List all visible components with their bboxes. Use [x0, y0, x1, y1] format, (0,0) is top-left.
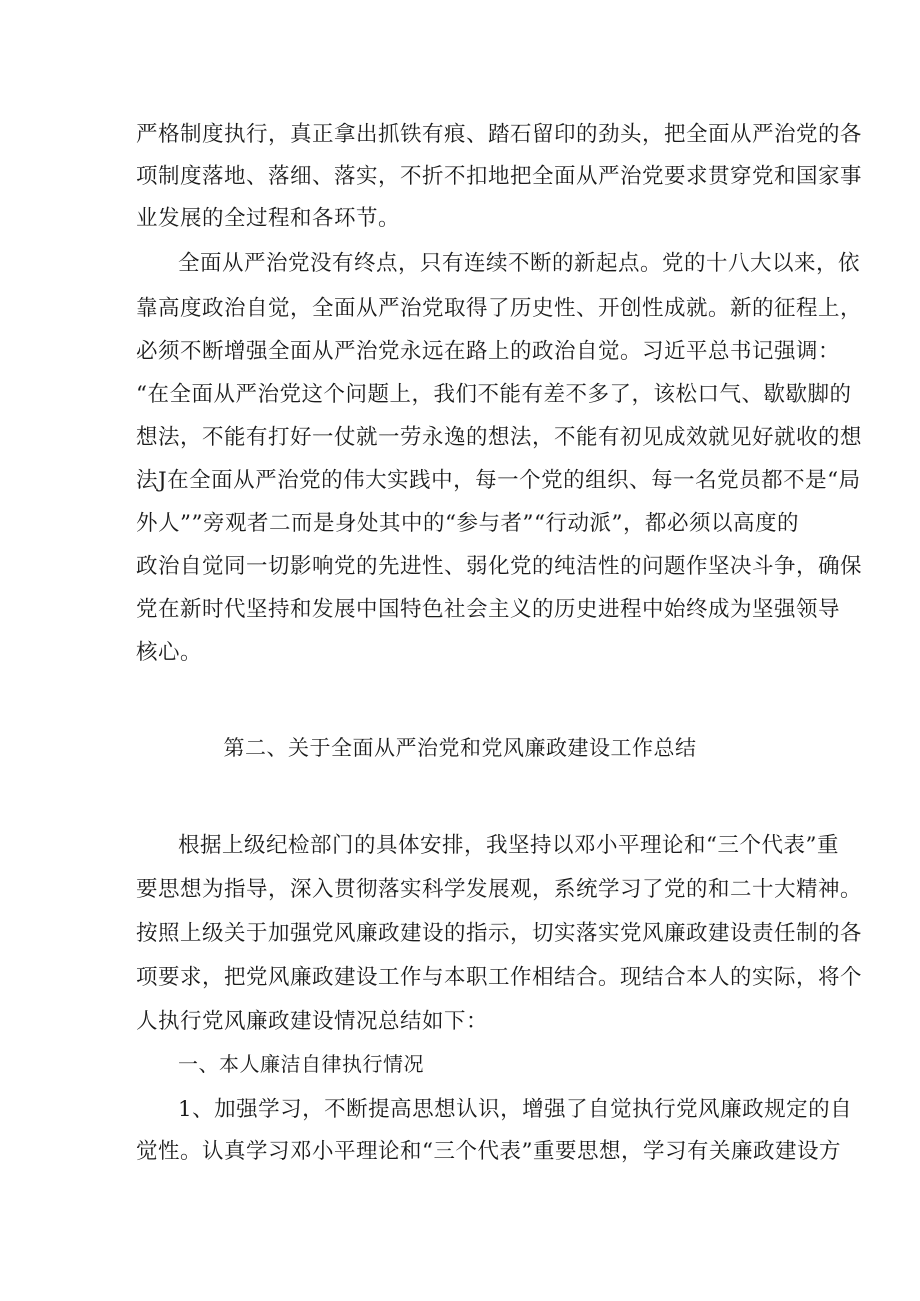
paragraph-2-line-5: 想法，不能有打好一仗就一劳永逸的想法，不能有初见成效就见好就收的想 — [136, 425, 863, 450]
paragraph-2-line-2: 靠高度政治自觉，全面从严治党取得了历史性、开创性成就。新的征程上， — [136, 296, 863, 321]
paragraph-2-line-3: 必须不断增强全面从严治党永远在路上的政治自觉。习近平总书记强调： — [136, 339, 841, 364]
paragraph-1-line-1: 严格制度执行，真正拿出抓铁有痕、踏石留印的劲头，把全面从严治党的各 — [136, 122, 863, 147]
paragraph-2-line-8: 政治自觉同一切影响党的先进性、弱化党的纯洁性的问题作坚决斗争，确保 — [136, 554, 863, 579]
section-title: 第二、关于全面从严治党和党风廉政建设工作总结 — [223, 736, 697, 760]
paragraph-2-line-9: 党在新时代坚持和发展中国特色社会主义的历史进程中始终成为坚强领导 — [136, 597, 841, 622]
paragraph-2-line-1: 全面从严治党没有终点，只有连续不断的新起点。党的十八大以来，依 — [178, 251, 861, 276]
intro-line-4: 项要求，把党风廉政建设工作与本职工作相结合。现结合本人的实际，将个 — [136, 965, 863, 990]
intro-line-3: 按照上级关于加强党风廉政建设的指示，切实落实党风廉政建设责任制的各 — [136, 921, 863, 946]
intro-line-5: 人执行党风廉政建设情况总结如下： — [136, 1009, 489, 1034]
subsection-title: 一、本人廉洁自律执行情况 — [178, 1052, 424, 1076]
paragraph-1-line-2: 项制度落地、落细、落实，不折不扣地把全面从严治党要求贯穿党和国家事 — [136, 164, 863, 189]
paragraph-1-line-3: 业发展的全过程和各环节。 — [136, 206, 401, 231]
paragraph-2-line-7: 外人””旁观者二而是身处其中的“参与者”“行动派”，都必须以高度的 — [136, 511, 799, 536]
item-1-line-1: 1、加强学习，不断提高思想认识，增强了自觉执行党风廉政规定的自 — [178, 1097, 853, 1122]
intro-line-1: 根据上级纪检部门的具体安排，我坚持以邓小平理论和“三个代表”重 — [178, 833, 839, 858]
item-1-line-2: 觉性。认真学习邓小平理论和“三个代表”重要思想，学习有关廉政建设方 — [136, 1139, 841, 1164]
paragraph-2-line-4: “在全面从严治党这个问题上，我们不能有差不多了，该松口气、歇歇脚的 — [136, 382, 852, 407]
intro-line-2: 要思想为指导，深入贯彻落实科学发展观，系统学习了党的和二十大精神。 — [136, 877, 863, 902]
paragraph-2-line-10: 核心。 — [136, 640, 203, 665]
paragraph-2-line-6: 法J在全面从严治党的伟大实践中，每一个党的组织、每一名党员都不是“局 — [136, 468, 861, 493]
